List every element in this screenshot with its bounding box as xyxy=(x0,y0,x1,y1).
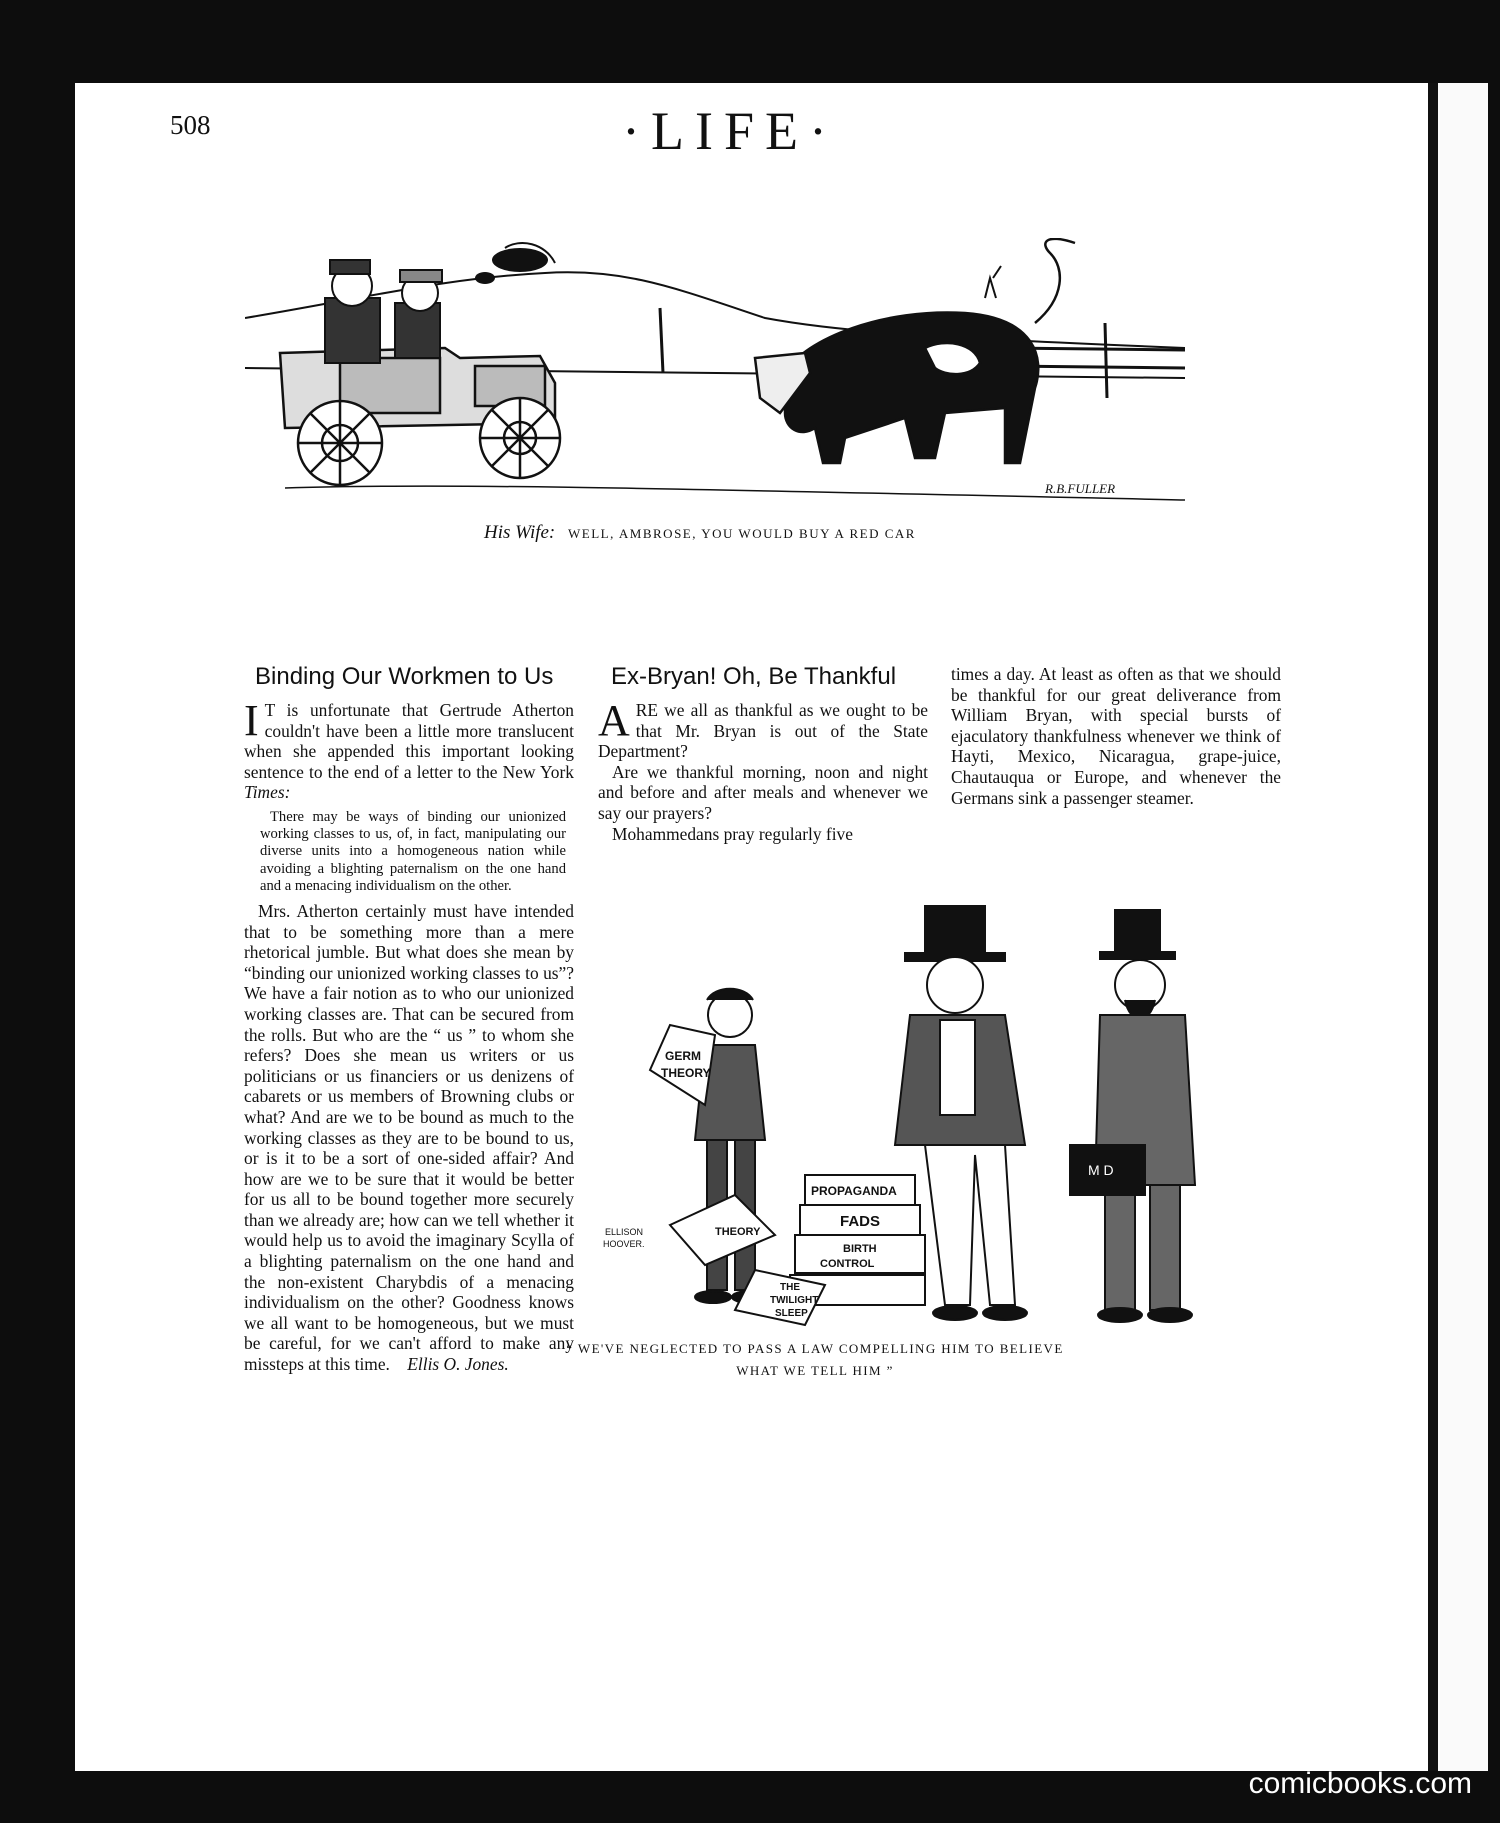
caption-speaker: His Wife: xyxy=(484,522,556,543)
doctor-with-bag xyxy=(1070,910,1195,1322)
cartoon-signature-hoover-line2: HOOVER. xyxy=(603,1239,645,1249)
article1-dropcap: I xyxy=(244,696,259,745)
book-propaganda: PROPAGANDA xyxy=(811,1184,897,1198)
masthead: ·LIFE· xyxy=(622,101,838,161)
article2-body-col1 xyxy=(598,696,928,844)
page-number: 508 xyxy=(170,110,211,140)
book-birth-control-line2: CONTROL xyxy=(820,1258,875,1270)
article1-para2: Mrs. Atherton certainly must have intended that to be something more than a mere rhetorical jumble. But what does she mean by “binding our unionized working classes to us”? We have a fair notion as to who our unionized working classes are. That can be secured from the rolls. But who are the “ us ” to whom she refers? Does she mean us writers or us politicians or us financiers or us denizens of cabarets or us members of Browning clubs or what? And are we to be bound as much to the working classes as they are to be bound to us, or is it to be a sort of one-sided affair? And how are we to be sure that it would be better for us all to be bound together more securely than we already are; how can we tell whether it would help us to avoid the imaginary Scylla of a blighting paternalism on the one hand and the non-existent Charybdis of a menacing individualism on the other? Goodness knows we all want to be homogeneous, but we must be careful, for we can't afford to make any missteps at this time. Ellis O. Jones. xyxy=(244,900,574,1375)
facing-page-edge xyxy=(1428,83,1488,1771)
article1-body xyxy=(244,696,574,1375)
book-twilight-sleep-line2: TWILIGHT xyxy=(770,1295,819,1306)
book-birth-control: BIRTH xyxy=(843,1243,877,1255)
article2-dropcap: A xyxy=(598,696,630,745)
caption-speech: WELL, AMBROSE, YOU WOULD BUY A RED CAR xyxy=(568,526,916,541)
car-passengers xyxy=(325,260,442,363)
article2-para3-continued: times a day. At least as often as that we should be thankful for our great deliverance from William Bryan, with special bursts of ejaculatory thankfulness whenever we think of Hayti, Mexico, Nicaragua, grape-juice, Chautauqua or Europe, and whenever the Germans sink a passenger steamer. xyxy=(951,664,1281,808)
article2-para3: Mohammedans pray regularly five xyxy=(612,823,853,844)
article2-body-col2 xyxy=(951,664,1281,808)
germ-theory-cartoon xyxy=(595,905,1295,1330)
book-twilight-sleep-line3: SLEEP xyxy=(775,1308,808,1319)
top-cartoon-caption xyxy=(250,522,1150,544)
book-germ-theory-line2: THEORY xyxy=(661,1066,711,1080)
bull xyxy=(755,239,1075,463)
article1-quote: There may be ways of binding our unionized working classes to us, of, in fact, manipulating our diverse units into a homogeneous nation while avoiding a blighting paternalism on the one hand and a menacing individualism on the other. xyxy=(260,808,566,894)
article2-para2: Are we thankful morning, noon and night and before and after meals and whenever we say our prayers? xyxy=(598,761,928,823)
bottom-cartoon-caption: “ WE'VE NEGLECTED TO PASS A LAW COMPELLING HIM TO BELIEVE WHAT WE TELL HIM ” xyxy=(566,1341,1064,1378)
article1-author: Ellis O. Jones. xyxy=(407,1354,509,1375)
article1-title: Binding Our Workmen to Us xyxy=(255,663,554,690)
article1-para1: I T is unfortunate that Gertrude Atherton couldn't have been a little more translucent when she appended this important looking sentence to the end of a letter to the New York Times: xyxy=(244,696,574,803)
site-watermark: comicbooks.com xyxy=(1248,1767,1472,1800)
hill-bushes xyxy=(475,248,548,284)
doctor-bag-label: M D xyxy=(1088,1162,1114,1178)
book-theory: THEORY xyxy=(715,1226,761,1238)
book-twilight-sleep: THE xyxy=(780,1282,800,1293)
article2-para1: ARE we all as thankful as we ought to be that Mr. Bryan is out of the State Department? xyxy=(598,696,928,762)
book-fads: FADS xyxy=(840,1213,881,1230)
article2-title: Ex-Bryan! Oh, Be Thankful xyxy=(611,663,897,690)
cartoon-signature: R.B.FULLER xyxy=(1045,481,1116,496)
cartoon-signature-hoover: ELLISON xyxy=(605,1227,644,1237)
book-germ-theory: GERM xyxy=(665,1049,701,1063)
automobile xyxy=(280,348,560,485)
